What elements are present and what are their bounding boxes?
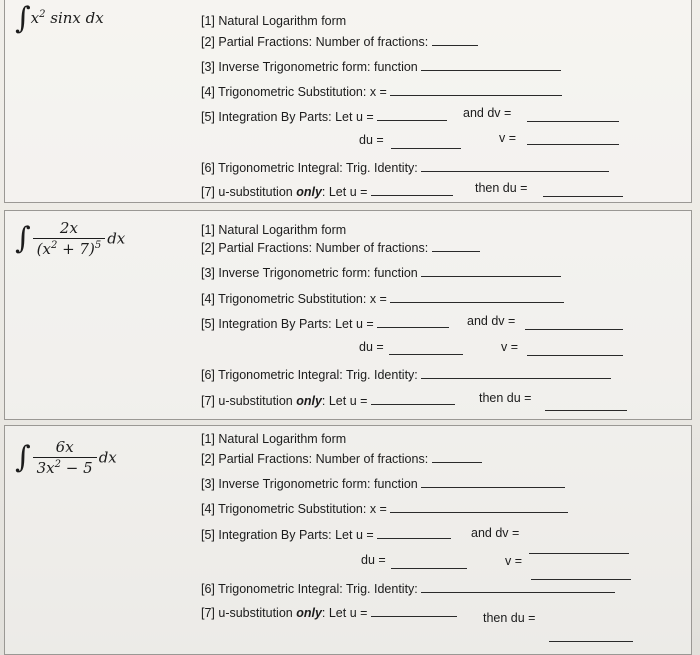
option-trig-integral: [6] Trigonometric Integral: Trig. Identity: xyxy=(201,580,615,596)
option-inverse-trig: [3] Inverse Trigonometric form: function xyxy=(201,475,565,491)
integral-sign: ∫ xyxy=(15,220,31,256)
blank-field[interactable] xyxy=(390,83,562,96)
problem-1 xyxy=(4,0,692,203)
v-label: v = xyxy=(499,131,517,145)
option-natural-log: [1] Natural Logarithm form xyxy=(201,432,347,446)
blank-field[interactable] xyxy=(421,366,611,379)
option-partial-fractions: [2] Partial Fractions: Number of fractions: xyxy=(201,450,482,466)
then-du-label: then du = xyxy=(475,181,528,195)
then-du-label: then du = xyxy=(479,391,532,405)
option-integration-by-parts: [5] Integration By Parts: Let u = xyxy=(201,315,449,331)
blank-field[interactable] xyxy=(390,500,568,513)
blank-field[interactable] xyxy=(371,604,457,617)
option-trig-substitution: [4] Trigonometric Substitution: x = xyxy=(201,290,564,306)
blank-field[interactable] xyxy=(421,264,561,277)
blank-field[interactable] xyxy=(525,328,623,330)
option-trig-substitution: [4] Trigonometric Substitution: x = xyxy=(201,83,562,99)
blank-field[interactable] xyxy=(527,143,619,145)
fraction: $\frac{2x}{(x^2 + 7)^5}$ xyxy=(33,219,106,258)
dv-label: and dv = xyxy=(463,106,512,120)
du-label: du = xyxy=(359,340,384,354)
integral-sign: ∫ xyxy=(15,1,31,36)
blank-field[interactable] xyxy=(390,290,564,303)
then-du-label: then du = xyxy=(483,611,536,625)
blank-field[interactable] xyxy=(432,239,480,252)
blank-field[interactable] xyxy=(527,354,623,356)
option-integration-by-parts: [5] Integration By Parts: Let u = xyxy=(201,108,447,124)
option-inverse-trig: [3] Inverse Trigonometric form: function xyxy=(201,264,561,280)
blank-field[interactable] xyxy=(432,450,482,463)
blank-field[interactable] xyxy=(377,315,449,328)
option-natural-log: [1] Natural Logarithm form xyxy=(201,223,347,237)
option-u-substitution: [7] u-substitution only: Let u = xyxy=(201,604,457,620)
option-u-substitution: [7] u-substitution only: Let u = xyxy=(201,392,455,408)
blank-field[interactable] xyxy=(527,120,619,122)
integral-expression: ∫ $\frac{6x}{3x^2 - 5}$ dx xyxy=(15,438,117,477)
option-partial-fractions: [2] Partial Fractions: Number of fractions: xyxy=(201,239,480,255)
option-natural-log: [1] Natural Logarithm form xyxy=(201,14,347,28)
dv-label: and dv = xyxy=(471,526,520,540)
blank-field[interactable] xyxy=(377,526,451,539)
blank-field[interactable] xyxy=(421,159,609,172)
integral-expression: ∫ $\frac{2x}{(x^2 + 7)^5}$ dx xyxy=(15,219,126,258)
v-label: v = xyxy=(505,554,523,568)
dv-label: and dv = xyxy=(467,314,516,328)
blank-field[interactable] xyxy=(391,567,467,569)
option-u-substitution: [7] u-substitution only: Let u = xyxy=(201,183,453,199)
integral-sign: ∫ xyxy=(15,439,31,475)
blank-field[interactable] xyxy=(389,353,463,355)
fraction: $\frac{6x}{3x^2 - 5}$ xyxy=(33,438,97,477)
option-partial-fractions: [2] Partial Fractions: Number of fractions: xyxy=(201,33,478,49)
blank-field[interactable] xyxy=(421,475,565,488)
du-label: du = xyxy=(359,133,384,147)
problem-2 xyxy=(4,210,692,420)
blank-field[interactable] xyxy=(545,409,627,411)
blank-field[interactable] xyxy=(391,147,461,149)
blank-field[interactable] xyxy=(432,33,478,46)
blank-field[interactable] xyxy=(543,195,623,197)
du-label: du = xyxy=(361,553,386,567)
blank-field[interactable] xyxy=(371,392,455,405)
option-trig-substitution: [4] Trigonometric Substitution: x = xyxy=(201,500,568,516)
blank-field[interactable] xyxy=(421,580,615,593)
integral-expression: $\int x^2$ sinx dx xyxy=(15,1,104,36)
option-inverse-trig: [3] Inverse Trigonometric form: function xyxy=(201,58,561,74)
blank-field[interactable] xyxy=(377,108,447,121)
blank-field[interactable] xyxy=(549,640,633,642)
problem-3 xyxy=(4,425,692,655)
option-trig-integral: [6] Trigonometric Integral: Trig. Identity: xyxy=(201,159,609,175)
blank-field[interactable] xyxy=(371,183,453,196)
option-integration-by-parts: [5] Integration By Parts: Let u = xyxy=(201,526,451,542)
v-label: v = xyxy=(501,340,519,354)
blank-field[interactable] xyxy=(529,552,629,554)
blank-field[interactable] xyxy=(421,58,561,71)
option-trig-integral: [6] Trigonometric Integral: Trig. Identity: xyxy=(201,366,611,382)
